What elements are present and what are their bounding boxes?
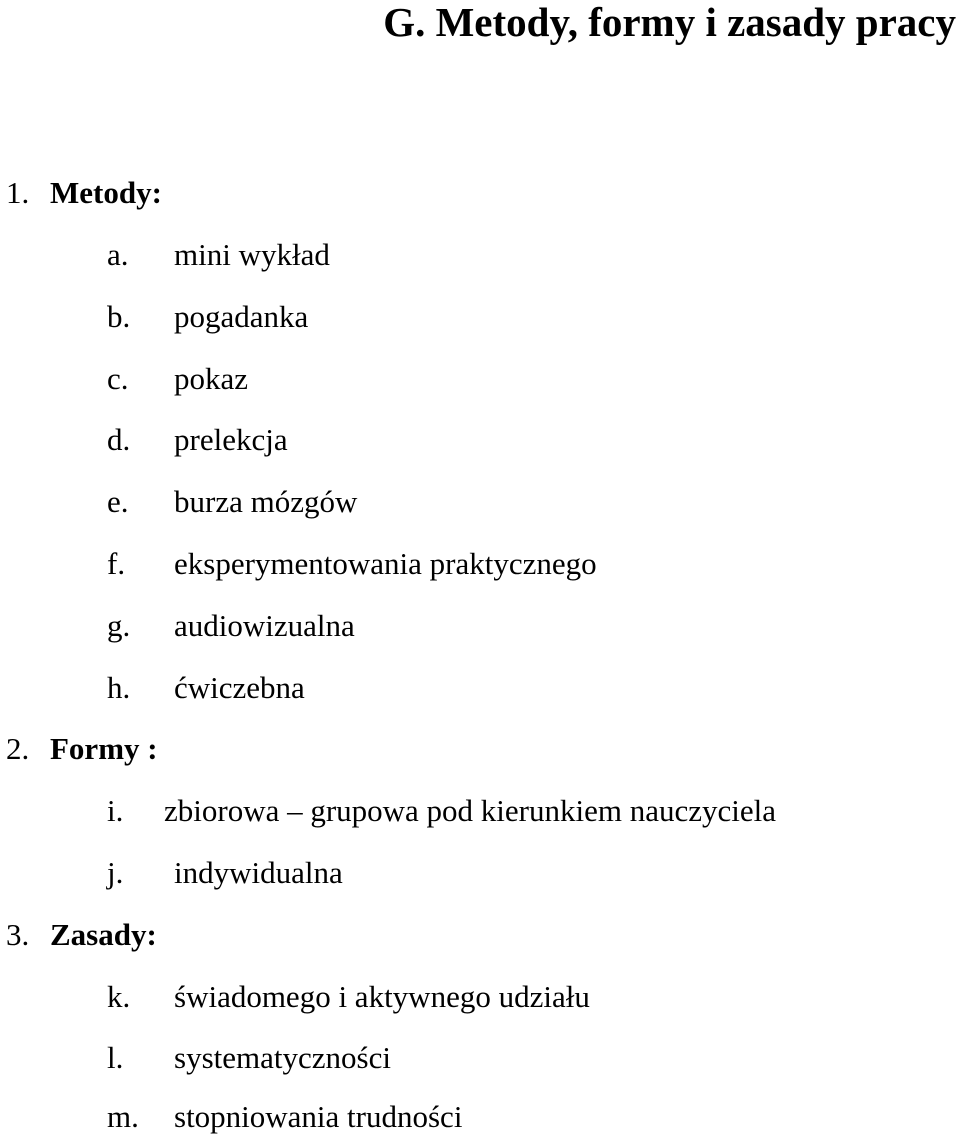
list-item-letter: e. [107, 484, 129, 519]
list-item-letter: f. [107, 546, 126, 581]
list-item-letter: i. [107, 793, 124, 828]
list-item-text: mini wykład [174, 237, 330, 272]
page-title: G. Metody, formy i zasady pracy [383, 0, 956, 45]
list-item-letter: d. [107, 422, 131, 457]
list-item-letter: l. [107, 1040, 124, 1075]
list-item-text: burza mózgów [174, 484, 358, 519]
list-item-text: zbiorowa – grupowa pod kierunkiem nauczyciela [164, 793, 777, 828]
list-item-letter: g. [107, 608, 131, 643]
section-heading-formy [6, 731, 158, 767]
section-label: Zasady: [50, 917, 157, 952]
list-item-text: prelekcja [174, 422, 288, 457]
list-item-letter: b. [107, 299, 131, 334]
list-item-text: pokaz [174, 361, 249, 396]
section-number: 1. [6, 175, 30, 210]
list-item-letter: a. [107, 237, 129, 272]
list-item-text: eksperymentowania praktycznego [174, 546, 597, 581]
list-item-letter: c. [107, 361, 129, 396]
list-item-text: indywidualna [174, 855, 343, 890]
section-label: Formy : [50, 731, 158, 766]
list-item-text: systematyczności [174, 1040, 391, 1075]
list-item-letter: m. [107, 1099, 139, 1134]
section-number: 2. [6, 731, 30, 766]
section-number: 3. [6, 917, 30, 952]
section-label: Metody: [50, 175, 162, 210]
list-item-letter: h. [107, 670, 131, 705]
section-heading-metody [6, 175, 162, 211]
list-item-text: ćwiczebna [174, 670, 305, 705]
section-heading-zasady [6, 917, 157, 953]
list-item-text: audiowizualna [174, 608, 355, 643]
list-item-text: stopniowania trudności [174, 1099, 463, 1134]
list-item-letter: j. [107, 855, 124, 890]
list-item-text: pogadanka [174, 299, 309, 334]
list-item-letter: k. [107, 979, 131, 1014]
list-item-text: świadomego i aktywnego udziału [174, 979, 590, 1014]
